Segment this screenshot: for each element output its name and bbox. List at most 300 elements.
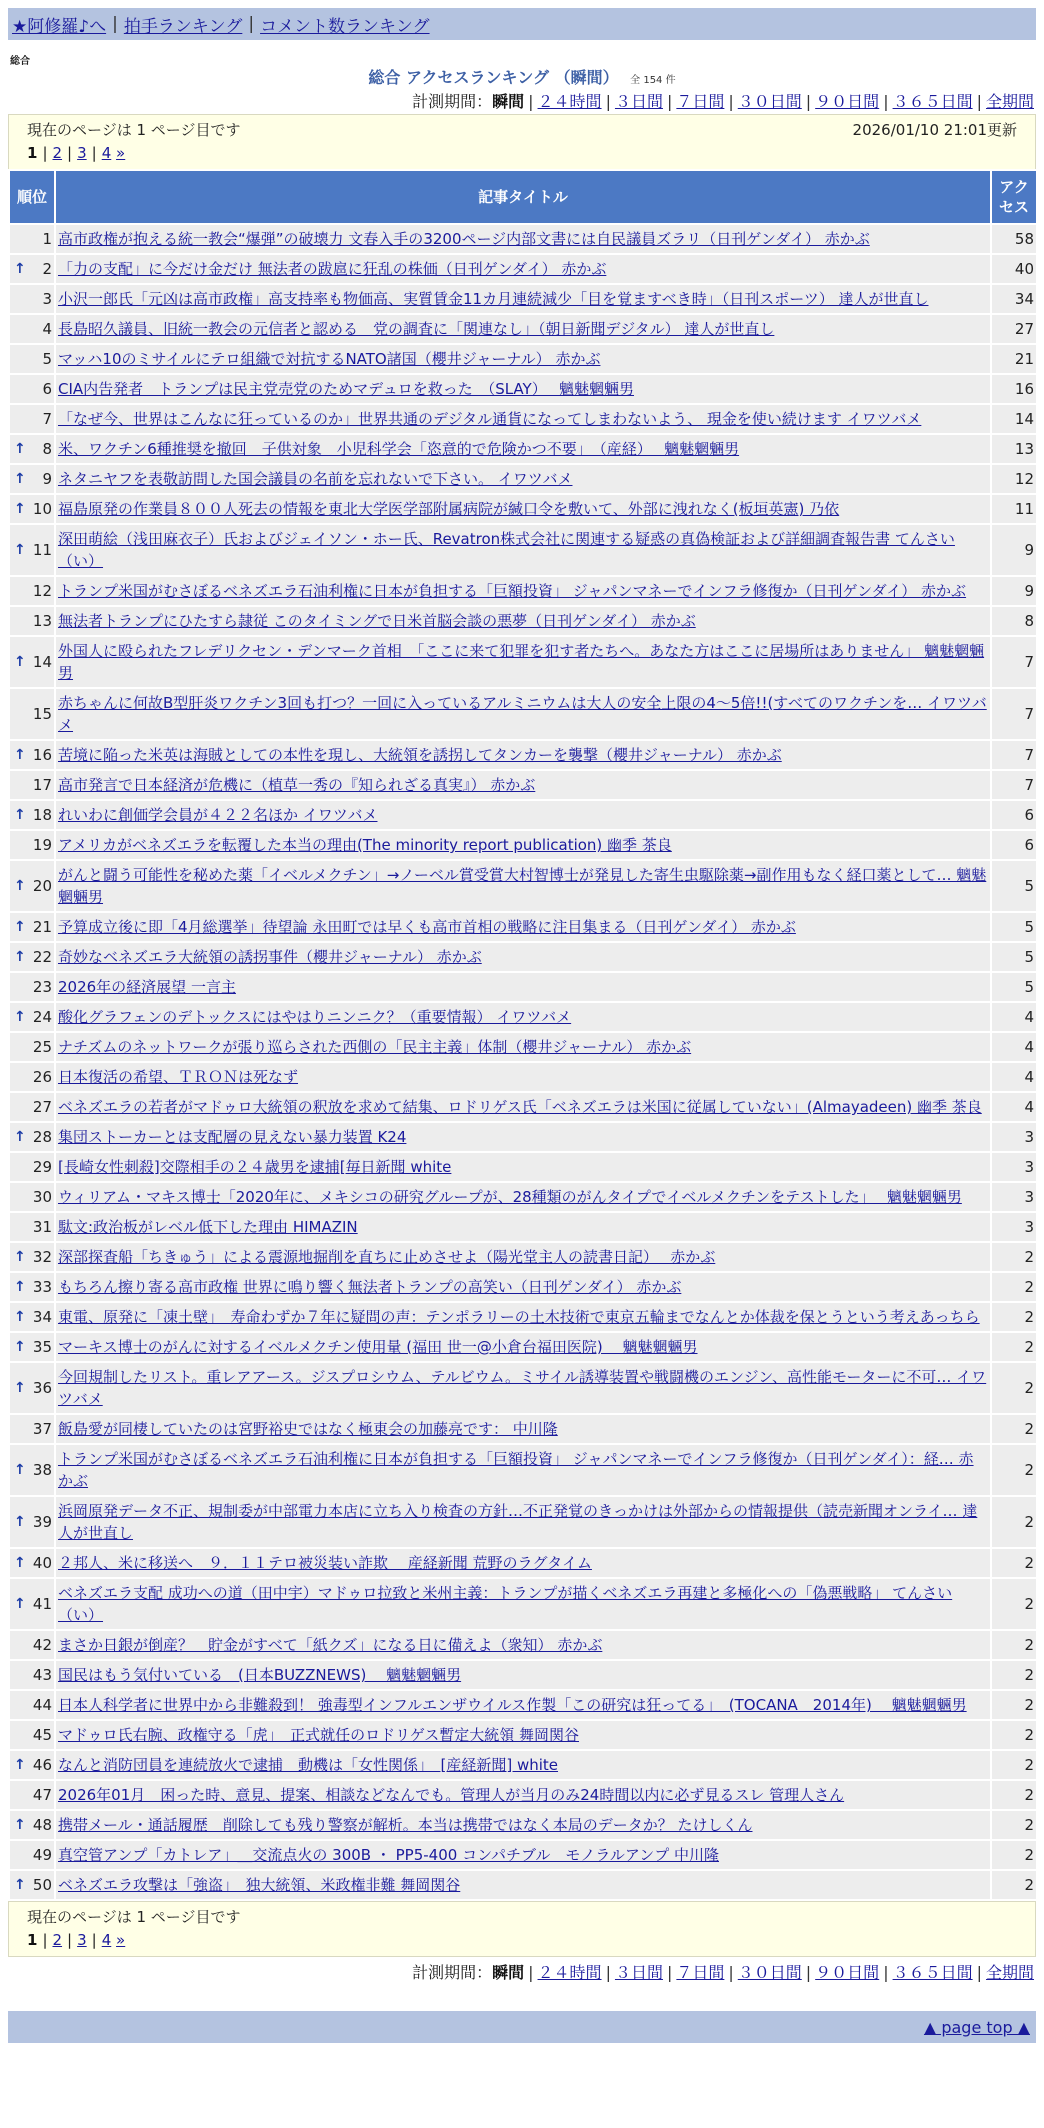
article-link[interactable]: 無法者トランプにひたすら隷従 このタイミングで日米首脳会談の悪夢（日刊ゲンダイ） 赤かぶ — [58, 612, 696, 630]
page-separator: | — [42, 144, 48, 162]
pager — [27, 141, 1017, 165]
table-row — [10, 913, 1036, 941]
table-row — [10, 1549, 1036, 1577]
current-page-text: 現在のページは 1 ページ目です — [27, 121, 241, 139]
rank-up-arrow-icon: ↑ — [14, 1009, 26, 1025]
rank-cell — [10, 741, 54, 769]
article-link[interactable]: 携帯メール・通話履歴 削除しても残り警察が解析。本当は携帯ではなく本局のデータか？ たけしくん — [58, 1816, 753, 1834]
rank-up-arrow-icon: ↑ — [14, 919, 26, 935]
rank-cell — [10, 1003, 54, 1031]
title-cell — [56, 607, 990, 635]
title-cell — [56, 1781, 990, 1809]
table-row — [10, 771, 1036, 799]
period-selector-top — [8, 90, 1036, 114]
ranking-table — [8, 169, 1038, 1901]
period-link[interactable]: ３０日間 — [737, 92, 802, 111]
access-count: 4 — [992, 1033, 1036, 1061]
period-separator: | — [883, 92, 889, 111]
title-cell — [56, 1303, 990, 1331]
page-current: 1 — [27, 144, 38, 162]
period-link[interactable]: ３日間 — [614, 1963, 663, 1982]
rank-cell — [10, 831, 54, 859]
article-link[interactable]: 予算成立後に即「4月総選挙」待望論 永田町では早くも高市首相の戦略に注目集まる（日刊ゲンダイ） 赤かぶ — [58, 918, 796, 936]
access-count: 9 — [992, 577, 1036, 605]
page-link[interactable]: 4 — [101, 144, 112, 162]
article-link[interactable]: れいわに創価学会員が４２２名ほか イワツバメ — [58, 806, 378, 824]
article-link[interactable]: 米、ワクチン6種推奨を撤回 子供対象 小児科学会「恣意的で危険かつ不要」 （産経） 魑魅魍魎男 — [58, 440, 740, 458]
rank-number: 7 — [42, 410, 52, 428]
rank-number: 21 — [32, 918, 52, 936]
title-cell — [56, 1153, 990, 1181]
period-separator: | — [666, 1963, 673, 1982]
title-cell — [56, 1273, 990, 1301]
article-link[interactable]: まさか日銀が倒産？ 貯金がすべて「紙クズ」になる日に備えよ（衆知） 赤かぶ — [58, 1636, 603, 1654]
access-count: 27 — [992, 315, 1036, 343]
table-row — [10, 1781, 1036, 1809]
rank-cell — [10, 1811, 54, 1839]
access-count: 3 — [992, 1213, 1036, 1241]
access-count: 8 — [992, 607, 1036, 635]
article-link[interactable]: 外国人に殴られたフレデリクセン・デンマーク首相 「ここに来て犯罪を犯す者たちへ。あなた方はここに居場所はありません」 魑魅魍魎男 — [58, 642, 985, 682]
rank-number: 3 — [42, 290, 52, 308]
period-link[interactable]: ３０日間 — [737, 1963, 802, 1982]
rank-up-arrow-icon: ↑ — [14, 1555, 26, 1571]
page-current: 1 — [27, 1931, 38, 1949]
ranking-rows — [10, 225, 1036, 1899]
period-separator: | — [528, 92, 534, 111]
rank-number: 4 — [42, 320, 52, 338]
rank-number: 43 — [32, 1666, 52, 1684]
table-row — [10, 1841, 1036, 1869]
table-row — [10, 1093, 1036, 1121]
rank-number: 26 — [32, 1068, 52, 1086]
article-link[interactable]: 小沢一郎氏「元凶は高市政権」高支持率も物価高、実質賃金11カ月連続減少「目を覚ますべき時」（日刊スポーツ） 達人が世直し — [58, 290, 929, 308]
period-separator: | — [605, 92, 611, 111]
article-link[interactable]: もちろん擦り寄る高市政権 世界に鳴り響く無法者トランプの高笑い（日刊ゲンダイ） 赤かぶ — [58, 1278, 682, 1296]
table-row — [10, 801, 1036, 829]
title-cell — [56, 1033, 990, 1061]
title-cell — [56, 465, 990, 493]
title-cell — [56, 861, 990, 911]
article-link[interactable]: がんと闘う可能性を秘めた薬「イベルメクチン」→ノーベル賞受賞大村智博士が発見した寄生虫駆除薬→副作用もなく経口薬として… 魑魅魍魎男 — [58, 866, 987, 906]
comment-ranking-link[interactable]: コメント数ランキング — [260, 16, 430, 37]
rank-number: 50 — [32, 1876, 52, 1894]
title-cell — [56, 1631, 990, 1659]
rank-number: 10 — [32, 500, 52, 518]
access-count: 2 — [992, 1841, 1036, 1869]
access-count: 2 — [992, 1363, 1036, 1413]
period-link[interactable]: ３６５日間 — [892, 92, 973, 111]
title-cell — [56, 1871, 990, 1899]
access-count: 40 — [992, 255, 1036, 283]
article-link[interactable]: マドゥロ氏右腕、政権守る「虎」 正式就任のロドリゲス暫定大統領 舞岡関谷 — [58, 1726, 579, 1744]
rank-number: 20 — [32, 877, 52, 895]
article-link[interactable]: 長島昭久議員、旧統一教会の元信者と認める 党の調査に「関連なし」（朝日新聞デジタル） 達人が世直し — [58, 320, 775, 338]
title-cell — [56, 1063, 990, 1091]
rank-number: 47 — [32, 1786, 52, 1804]
page-link[interactable]: 2 — [52, 1931, 63, 1949]
access-count: 2 — [992, 1751, 1036, 1779]
title-cell — [56, 689, 990, 739]
article-link[interactable]: 国民はもう気付いている (日本BUZZNEWS) 魑魅魍魎男 — [58, 1666, 462, 1684]
title-cell — [56, 1721, 990, 1749]
table-row — [10, 831, 1036, 859]
rank-number: 37 — [32, 1420, 52, 1438]
title-cell — [56, 525, 990, 575]
rank-cell — [10, 1183, 54, 1211]
article-link[interactable]: 「力の支配」に今だけ金だけ 無法者の跋扈に狂乱の株価（日刊ゲンダイ） 赤かぶ — [58, 260, 607, 278]
page-top-link[interactable]: ▲ page top ▲ — [923, 2017, 1030, 2037]
next-page-link[interactable]: » — [116, 144, 126, 162]
rank-column-header: 順位 — [10, 171, 54, 223]
top-nav-bar — [8, 8, 1036, 40]
access-count: 2 — [992, 1781, 1036, 1809]
rank-cell — [10, 1213, 54, 1241]
article-link[interactable]: トランプ米国がむさぼるベネズエラ石油利権に日本が負担する「巨額投資」 ジャパンマネーでインフラ修復か（日刊ゲンダイ） 赤かぶ — [58, 582, 967, 600]
current-page-text: 現在のページは 1 ページ目です — [27, 1908, 241, 1926]
title-cell — [56, 913, 990, 941]
rank-cell — [10, 1751, 54, 1779]
article-link[interactable]: 浜岡原発データ不正、規制委が中部電力本店に立ち入り検査の方針…不正発覚のきっかけは外部からの情報提供（読売新聞オンライ… 達人が世直し — [58, 1502, 978, 1542]
table-row — [10, 1445, 1036, 1495]
access-count: 2 — [992, 1691, 1036, 1719]
title-cell — [56, 1691, 990, 1719]
access-count: 6 — [992, 831, 1036, 859]
table-row — [10, 375, 1036, 403]
page-link[interactable]: 2 — [52, 144, 63, 162]
pagination-box-top — [8, 114, 1036, 170]
rank-up-arrow-icon: ↑ — [14, 1309, 26, 1325]
access-count: 6 — [992, 801, 1036, 829]
updated-timestamp: 2026/01/10 21:01更新 — [852, 121, 1017, 139]
access-count: 3 — [992, 1153, 1036, 1181]
title-cell — [56, 831, 990, 859]
period-selector-bottom — [8, 1961, 1036, 1985]
rank-number: 35 — [32, 1338, 52, 1356]
access-count: 3 — [992, 1183, 1036, 1211]
rank-cell — [10, 1333, 54, 1361]
article-link[interactable]: 今回規制したリスト。重レアアース。ジスプロシウム、テルビウム。ミサイル誘導装置や戦闘機のエンジン、高性能モーターに不可… イワツバメ — [58, 1368, 987, 1408]
title-cell — [56, 405, 990, 433]
rank-cell — [10, 637, 54, 687]
rank-cell — [10, 913, 54, 941]
article-link[interactable]: マーキス博士のがんに対するイベルメクチン使用量 (福田 世一@小倉台福田医院) 魑魅魍魎男 — [58, 1338, 698, 1356]
title-cell — [56, 741, 990, 769]
article-link[interactable]: 東電、原発に「凍土壁」 寿命わずか７年に疑問の声：テンポラリーの土木技術で東京五輪までなんとか体裁を保とうという考えあっちら — [58, 1308, 980, 1326]
page-link[interactable]: 4 — [101, 1931, 112, 1949]
article-link[interactable]: トランプ米国がむさぼるベネズエラ石油利権に日本が負担する「巨額投資」 ジャパンマネーでインフラ修復か（日刊ゲンダイ）：経… 赤かぶ — [58, 1450, 974, 1490]
title-cell — [56, 1093, 990, 1121]
period-link[interactable]: ２４時間 — [537, 92, 602, 111]
access-count: 2 — [992, 1549, 1036, 1577]
rank-up-arrow-icon: ↑ — [14, 1877, 26, 1893]
access-count: 9 — [992, 525, 1036, 575]
rank-up-arrow-icon: ↑ — [14, 1129, 26, 1145]
title-cell — [56, 1579, 990, 1629]
title-cell — [56, 1445, 990, 1495]
article-link[interactable]: 高市発言で日本経済が危機に（植草一秀の『知られざる真実』） 赤かぶ — [58, 776, 536, 794]
rank-up-arrow-icon: ↑ — [14, 1279, 26, 1295]
access-count: 2 — [992, 1661, 1036, 1689]
rank-number: 46 — [32, 1756, 52, 1774]
table-row — [10, 1213, 1036, 1241]
rank-cell — [10, 1063, 54, 1091]
rank-number: 38 — [32, 1461, 52, 1479]
page-separator: | — [42, 1931, 48, 1949]
title-cell — [56, 973, 990, 1001]
article-link[interactable]: 奇妙なベネズエラ大統領の誘拐事件（櫻井ジャーナル） 赤かぶ — [58, 948, 482, 966]
access-count: 2 — [992, 1579, 1036, 1629]
access-count: 2 — [992, 1871, 1036, 1899]
access-count: 4 — [992, 1003, 1036, 1031]
table-row — [10, 1333, 1036, 1361]
period-link[interactable]: 全期間 — [985, 1963, 1034, 1982]
table-row — [10, 435, 1036, 463]
title-cell — [56, 1497, 990, 1547]
table-row — [10, 1303, 1036, 1331]
table-row — [10, 1363, 1036, 1413]
rank-up-arrow-icon: ↑ — [14, 1462, 26, 1478]
period-link[interactable]: ２４時間 — [537, 1963, 602, 1982]
table-row — [10, 943, 1036, 971]
rank-number: 27 — [32, 1098, 52, 1116]
rank-cell — [10, 1549, 54, 1577]
table-row — [10, 1243, 1036, 1271]
table-row — [10, 1123, 1036, 1151]
access-count: 58 — [992, 225, 1036, 253]
access-count: 5 — [992, 973, 1036, 1001]
rank-cell — [10, 225, 54, 253]
rank-number: 15 — [32, 705, 52, 723]
rank-cell — [10, 1123, 54, 1151]
page-link[interactable]: 3 — [77, 144, 87, 162]
rank-number: 12 — [32, 582, 52, 600]
article-link[interactable]: 集団ストーカーとは支配層の見えない暴力装置 K24 — [58, 1128, 407, 1146]
article-link[interactable]: 真空管アンプ「カトレア」＿交流点火の 300B ・ PP5-400 コンパチブル モノラルアンプ 中川隆 — [58, 1846, 719, 1864]
article-link[interactable]: ウィリアム・マキス博士「2020年に、メキシコの研究グループが、28種類のがんタイプでイベルメクチンをテストした」 魑魅魍魎男 — [58, 1188, 962, 1206]
table-row — [10, 689, 1036, 739]
rank-cell — [10, 495, 54, 523]
period-separator: | — [666, 92, 673, 111]
rank-up-arrow-icon: ↑ — [14, 501, 26, 517]
article-link[interactable]: 駄文:政治板がレベル低下した理由 HIMAZIN — [58, 1218, 358, 1236]
table-row — [10, 1153, 1036, 1181]
title-cell — [56, 1183, 990, 1211]
access-count: 13 — [992, 435, 1036, 463]
ranking-title: 総合 アクセスランキング （瞬間） — [368, 68, 619, 87]
title-cell — [56, 1811, 990, 1839]
rank-up-arrow-icon: ↑ — [14, 1380, 26, 1396]
access-column-header: アクセス — [992, 171, 1036, 223]
next-page-link[interactable]: » — [116, 1931, 126, 1949]
article-link[interactable]: マッハ10のミサイルにテロ組織で対抗するNATO諸国（櫻井ジャーナル） 赤かぶ — [58, 350, 601, 368]
title-cell — [56, 1661, 990, 1689]
rank-cell — [10, 771, 54, 799]
access-count: 2 — [992, 1811, 1036, 1839]
table-row — [10, 1579, 1036, 1629]
rank-cell — [10, 1841, 54, 1869]
nav-separator: | — [112, 14, 118, 34]
title-cell — [56, 1213, 990, 1241]
article-link[interactable]: 2026年の経済展望 一言主 — [58, 978, 236, 996]
table-row — [10, 225, 1036, 253]
rank-number: 39 — [32, 1513, 52, 1531]
page-separator: | — [67, 1931, 73, 1949]
article-link[interactable]: アメリカがベネズエラを転覆した本当の理由(The minority report publication) 幽季 茶良 — [58, 836, 672, 854]
article-link[interactable]: 日本復活の希望、ＴＲＯＮは死なず — [58, 1068, 299, 1086]
title-cell — [56, 255, 990, 283]
table-row — [10, 255, 1036, 283]
access-count: 5 — [992, 943, 1036, 971]
article-link[interactable]: 深田萌絵（浅田麻衣子）氏およびジェイソン・ホー氏、Revatron株式会社に関連する疑惑の真偽検証および詳細調査報告書 てんさい（い） — [58, 530, 955, 570]
article-link[interactable]: ナチズムのネットワークが張り巡らされた西側の「民主主義」体制（櫻井ジャーナル） 赤かぶ — [58, 1038, 692, 1056]
title-cell — [56, 345, 990, 373]
period-link[interactable]: ３日間 — [614, 92, 663, 111]
table-row — [10, 861, 1036, 911]
table-row — [10, 315, 1036, 343]
rank-cell — [10, 375, 54, 403]
title-cell — [56, 1243, 990, 1271]
table-row — [10, 525, 1036, 575]
rank-cell — [10, 1153, 54, 1181]
rank-cell — [10, 405, 54, 433]
period-link[interactable]: ３６５日間 — [892, 1963, 973, 1982]
title-cell — [56, 225, 990, 253]
article-link[interactable]: ベネズエラ攻撃は「強盗」 独大統領、米政権非難 舞岡関谷 — [58, 1876, 461, 1894]
article-link[interactable]: 赤ちゃんに何故B型肝炎ワクチン3回も打つ？一回に入っているアルミニウムは大人の安全上限の4～5倍!!(すべてのワクチンを… イワツバメ — [58, 694, 987, 734]
title-cell — [56, 943, 990, 971]
article-link[interactable]: 日本人科学者に世界中から非難殺到！ 強毒型インフルエンザウイルス作製「この研究は狂ってる」 (TOCANA 2014年) 魑魅魍魎男 — [58, 1696, 967, 1714]
rank-cell — [10, 1781, 54, 1809]
period-separator: | — [605, 1963, 611, 1982]
rank-cell — [10, 1721, 54, 1749]
rank-cell — [10, 285, 54, 313]
period-separator: | — [805, 1963, 812, 1982]
page-link[interactable]: 3 — [77, 1931, 87, 1949]
home-link[interactable]: ★阿修羅♪へ — [12, 16, 107, 37]
table-row — [10, 741, 1036, 769]
rank-up-arrow-icon: ↑ — [14, 878, 26, 894]
access-count: 34 — [992, 285, 1036, 313]
rank-number: 41 — [32, 1595, 52, 1613]
rank-number: 34 — [32, 1308, 52, 1326]
rank-cell — [10, 689, 54, 739]
access-count: 3 — [992, 1123, 1036, 1151]
rank-up-arrow-icon: ↑ — [14, 441, 26, 457]
rank-up-arrow-icon: ↑ — [14, 1817, 26, 1833]
period-link[interactable]: 全期間 — [985, 92, 1034, 111]
period-separator: | — [728, 92, 734, 111]
title-cell — [56, 495, 990, 523]
table-row — [10, 1751, 1036, 1779]
period-separator: | — [883, 1963, 889, 1982]
period-current: 瞬間 — [492, 92, 525, 111]
rank-number: 31 — [32, 1218, 52, 1236]
rank-cell — [10, 1445, 54, 1495]
title-cell — [56, 1549, 990, 1577]
rank-cell — [10, 973, 54, 1001]
rank-cell — [10, 1631, 54, 1659]
access-count: 2 — [992, 1721, 1036, 1749]
table-row — [10, 465, 1036, 493]
article-link[interactable]: [長崎女性刺殺]交際相手の２４歳男を逮捕[毎日新聞 white — [58, 1158, 452, 1176]
table-row — [10, 1497, 1036, 1547]
table-row — [10, 1691, 1036, 1719]
title-cell — [56, 1751, 990, 1779]
period-link[interactable]: ７日間 — [676, 1963, 725, 1982]
article-link[interactable]: 2026年01月 困った時、意見、提案、相談などなんでも。管理人が当月のみ24時間以内に必ず見るスレ 管理人さん — [58, 1786, 845, 1804]
article-link[interactable]: ベネズエラ支配 成功への道（田中宇）マドゥロ拉致と米州主義：トランプが描くベネズエラ再建と多極化への「偽悪戦略」 てんさい（い） — [58, 1584, 953, 1624]
period-separator: | — [976, 92, 982, 111]
ranking-heading — [8, 66, 1036, 90]
article-link[interactable]: なんと消防団員を連続放火で逮捕 動機は「女性関係」 [産経新聞] white — [58, 1756, 559, 1774]
article-link[interactable]: 「なぜ今、世界はこんなに狂っているのか」世界共通のデジタル通貨になってしまわないよう、 現金を使い続けます イワツバメ — [58, 410, 922, 428]
title-cell — [56, 315, 990, 343]
rank-cell — [10, 801, 54, 829]
rank-cell — [10, 1033, 54, 1061]
pagination-box-bottom — [8, 1901, 1036, 1957]
title-cell — [56, 1333, 990, 1361]
access-count: 2 — [992, 1497, 1036, 1547]
article-link[interactable]: ベネズエラの若者がマドゥロ大統領の釈放を求めて結集、ロドリゲス氏「ベネズエラは米国に従属していない」(Almayadeen) 幽季 茶良 — [58, 1098, 982, 1116]
access-count: 2 — [992, 1303, 1036, 1331]
table-row — [10, 285, 1036, 313]
period-link[interactable]: ９０日間 — [815, 1963, 880, 1982]
rank-number: 16 — [32, 746, 52, 764]
rank-up-arrow-icon: ↑ — [14, 261, 26, 277]
article-link[interactable]: 福島原発の作業員８００人死去の情報を東北大学医学部附属病院が緘口令を敷いて、外部に洩れなく(板垣英憲) 乃依 — [58, 500, 840, 518]
table-row — [10, 495, 1036, 523]
access-count: 2 — [992, 1243, 1036, 1271]
access-count: 2 — [992, 1273, 1036, 1301]
table-header-row — [10, 171, 1036, 223]
article-link[interactable]: 酸化グラフェンのデトックスにはやはりニンニク？（重要情報） イワツバメ — [58, 1008, 572, 1026]
access-count: 7 — [992, 771, 1036, 799]
article-link[interactable]: 高市政権が抱える統一教会“爆弾”の破壊力 文春入手の3200ページ内部文書には自民議員ズラリ（日刊ゲンダイ） 赤かぶ — [58, 230, 870, 248]
article-link[interactable]: CIA内告発者 トランプは民主党売党のためマデュロを救った （SLAY） 魑魅魍魎男 — [58, 380, 634, 398]
table-row — [10, 345, 1036, 373]
article-link[interactable]: 飯島愛が同棲していたのは宮野裕史ではなく極東会の加藤亮です： 中川隆 — [58, 1420, 558, 1438]
rank-up-arrow-icon: ↑ — [14, 1514, 26, 1530]
applause-ranking-link[interactable]: 拍手ランキング — [123, 16, 243, 37]
period-link[interactable]: ７日間 — [676, 92, 725, 111]
title-cell — [56, 1841, 990, 1869]
period-link[interactable]: ９０日間 — [815, 92, 880, 111]
rank-cell — [10, 1093, 54, 1121]
article-link[interactable]: ネタニヤフを表敬訪問した国会議員の名前を忘れないで下さい。 イワツバメ — [58, 470, 573, 488]
rank-number: 40 — [32, 1554, 52, 1572]
rank-number: 9 — [42, 470, 52, 488]
article-link[interactable]: 深部探査船「ちきゅう」による震源地掘削を直ちに止めさせよ（陽光堂主人の読書日記） 赤かぶ — [58, 1248, 716, 1266]
period-label: 計測期間： — [412, 92, 493, 111]
nav-separator: | — [248, 14, 255, 34]
title-cell — [56, 771, 990, 799]
rank-number: 17 — [32, 776, 52, 794]
access-count: 16 — [992, 375, 1036, 403]
article-link[interactable]: 苦境に陥った米英は海賊としての本性を現し、大統領を誘拐してタンカーを襲撃（櫻井ジャーナル） 赤かぶ — [58, 746, 782, 764]
period-separator: | — [976, 1963, 982, 1982]
article-link[interactable]: ２邦人、米に移送へ ９．１１テロ被災装い詐欺 産経新聞 荒野のラグタイム — [58, 1554, 592, 1572]
rank-cell — [10, 1273, 54, 1301]
rank-number: 30 — [32, 1188, 52, 1206]
page-separator: | — [67, 144, 73, 162]
rank-cell — [10, 1661, 54, 1689]
title-cell — [56, 577, 990, 605]
rank-number: 14 — [32, 653, 52, 671]
rank-cell — [10, 465, 54, 493]
rank-number: 6 — [42, 380, 52, 398]
period-separator: | — [805, 92, 812, 111]
